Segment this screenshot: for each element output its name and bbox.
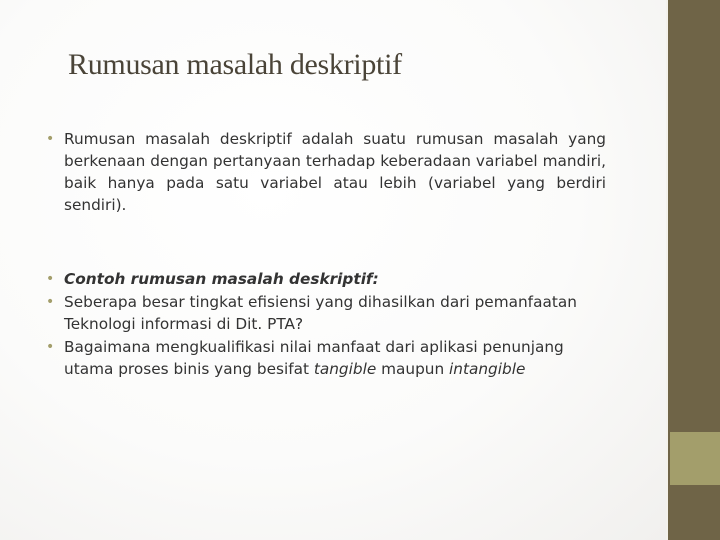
bullet-icon: •	[46, 271, 55, 287]
side-bar-divider-line	[666, 0, 668, 540]
side-bar-accent-block	[670, 432, 720, 485]
spacer	[46, 216, 606, 268]
example-1-text: Seberapa besar tingkat efisiensi yang dihasilkan dari pemanfaatan Teknologi informasi di Dit. PTA?	[64, 293, 577, 333]
side-decoration-bar	[666, 0, 720, 540]
example-2-text-a: Bagaimana mengkualifikasi nilai manfaat dari aplikasi penunjang utama proses binis yang besifat	[64, 338, 564, 378]
example-2-italic-tangible: tangible	[313, 360, 377, 378]
definition-bullet	[46, 128, 606, 216]
example-2-text-b: maupun	[376, 360, 450, 378]
example-heading-bullet	[46, 268, 606, 290]
bullet-icon: •	[46, 294, 55, 310]
example-bullet-1	[46, 291, 606, 335]
example-bullet-2	[46, 336, 606, 380]
example-heading-text: Contoh rumusan masalah deskriptif:	[64, 270, 379, 288]
definition-text: Rumusan masalah deskriptif adalah suatu rumusan masalah yang berkenaan dengan pertanyaan terhadap keberadaan variabel mandiri, baik hanya pada satu variabel atau lebih (variabel yang berdiri sendiri).	[64, 130, 606, 214]
bullet-icon: •	[46, 131, 55, 147]
slide-title: Rumusan masalah deskriptif	[68, 48, 402, 81]
bullet-icon: •	[46, 339, 55, 355]
slide-body	[46, 128, 606, 380]
example-2-italic-intangible: intangible	[449, 360, 526, 378]
